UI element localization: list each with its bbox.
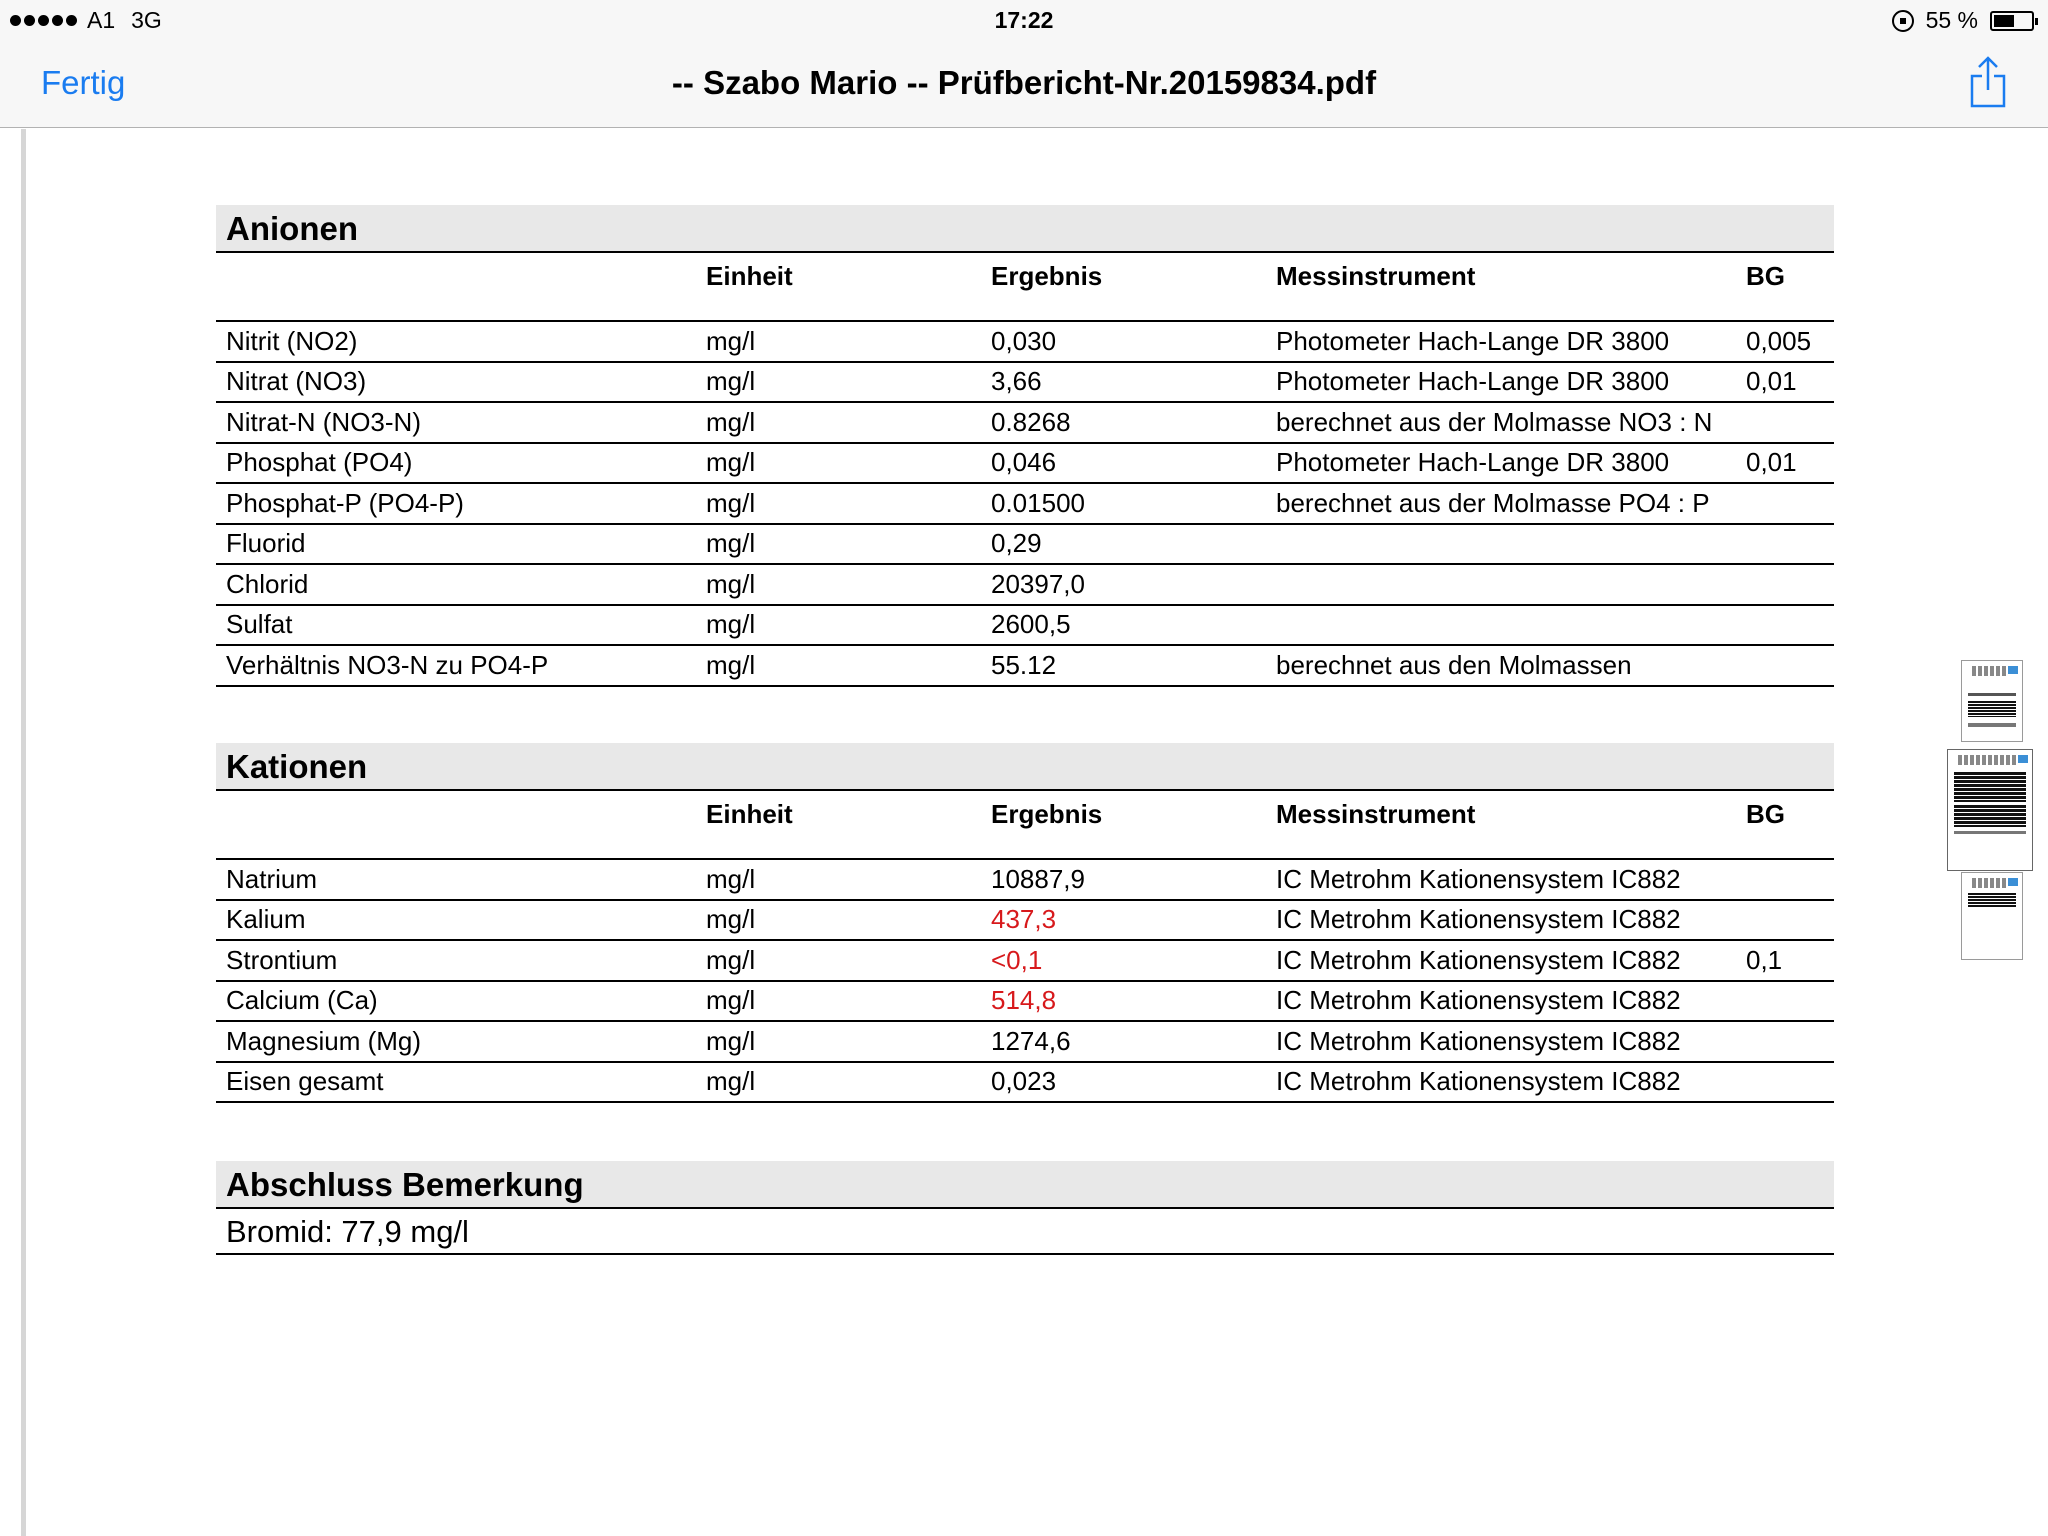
table-row: [216, 646, 1834, 687]
document-title: -- Szabo Mario -- Prüfbericht-Nr.20159834.pdf: [671, 64, 1377, 101]
row-name: Nitrit (NO2): [226, 325, 358, 356]
row-result: 437,3: [991, 904, 1057, 935]
table-row: [216, 941, 1834, 982]
status-right: [1892, 7, 2034, 34]
table-row: [216, 525, 1834, 566]
column-header-result: Ergebnis: [991, 799, 1103, 829]
row-bg: 0,01: [1746, 447, 1797, 478]
table-row: [216, 322, 1834, 363]
row-unit: mg/l: [706, 944, 756, 975]
row-name: Fluorid: [226, 528, 306, 559]
page-thumbnail-1[interactable]: [1961, 660, 2023, 742]
row-bg: 0,1: [1746, 944, 1783, 975]
column-header-instrument: Messinstrument: [1276, 799, 1476, 829]
column-header-row: [216, 791, 1834, 860]
row-result: 0,046: [991, 447, 1057, 478]
row-name: Chlorid: [226, 568, 309, 599]
navigation-bar: [0, 40, 2048, 128]
row-result: 2600,5: [991, 609, 1071, 640]
anionen-section: [216, 205, 1834, 687]
table-row: [216, 484, 1834, 525]
row-instrument: IC Metrohm Kationensystem IC882: [1276, 1025, 1681, 1056]
battery-percent: 55 %: [1925, 7, 1978, 33]
row-unit: mg/l: [706, 609, 756, 640]
column-header-result: Ergebnis: [991, 261, 1103, 291]
row-name: Nitrat (NO3): [226, 366, 367, 397]
row-unit: mg/l: [706, 528, 756, 559]
page-thumbnail-2[interactable]: [1947, 749, 2033, 871]
column-header-instrument: Messinstrument: [1276, 261, 1476, 291]
rotation-lock-icon: [1892, 10, 1914, 32]
network-label: 3G: [131, 7, 162, 33]
row-unit: mg/l: [706, 649, 756, 680]
column-header-unit: Einheit: [706, 799, 793, 829]
row-result: 3,66: [991, 366, 1042, 397]
table-row: [216, 363, 1834, 404]
row-unit: mg/l: [706, 366, 756, 397]
row-name: Eisen gesamt: [226, 1066, 384, 1097]
kationen-section: [216, 743, 1834, 1103]
row-bg: 0,01: [1746, 366, 1797, 397]
row-instrument: IC Metrohm Kationensystem IC882: [1276, 863, 1681, 894]
table-row: [216, 403, 1834, 444]
row-unit: mg/l: [706, 325, 756, 356]
row-unit: mg/l: [706, 1025, 756, 1056]
row-result: <0,1: [991, 944, 1043, 975]
section-title: Anionen: [216, 205, 1834, 253]
remark-section: [216, 1161, 1834, 1255]
row-instrument: Photometer Hach-Lange DR 3800: [1276, 366, 1670, 397]
page-edge: [0, 129, 26, 1536]
row-result: 10887,9: [991, 863, 1085, 894]
row-unit: mg/l: [706, 863, 756, 894]
row-result: 55.12: [991, 649, 1057, 680]
row-unit: mg/l: [706, 985, 756, 1016]
status-bar: [0, 0, 2048, 40]
row-unit: mg/l: [706, 1066, 756, 1097]
row-instrument: Photometer Hach-Lange DR 3800: [1276, 325, 1670, 356]
column-header-row: [216, 253, 1834, 322]
row-instrument: berechnet aus der Molmasse PO4 : P: [1276, 487, 1710, 518]
row-unit: mg/l: [706, 568, 756, 599]
column-header-unit: Einheit: [706, 261, 793, 291]
row-instrument: Photometer Hach-Lange DR 3800: [1276, 447, 1670, 478]
row-result: 20397,0: [991, 568, 1085, 599]
row-result: 0.8268: [991, 406, 1071, 437]
section-title: Abschluss Bemerkung: [216, 1161, 1834, 1209]
row-name: Kalium: [226, 904, 306, 935]
row-instrument: IC Metrohm Kationensystem IC882: [1276, 904, 1681, 935]
row-name: Verhältnis NO3-N zu PO4-P: [226, 649, 549, 680]
share-icon: [1968, 54, 2008, 110]
row-unit: mg/l: [706, 406, 756, 437]
page-thumbnail-3[interactable]: [1961, 872, 2023, 960]
table-row: [216, 606, 1834, 647]
row-result: 0,29: [991, 528, 1042, 559]
row-name: Phosphat (PO4): [226, 447, 413, 478]
row-instrument: berechnet aus der Molmasse NO3 : N: [1276, 406, 1713, 437]
row-result: 0,030: [991, 325, 1057, 356]
table-row: [216, 1063, 1834, 1104]
row-name: Strontium: [226, 944, 338, 975]
column-header-bg: BG: [1746, 799, 1785, 829]
row-name: Natrium: [226, 863, 318, 894]
row-result: 1274,6: [991, 1025, 1071, 1056]
clock: 17:22: [994, 7, 1054, 33]
table-row: [216, 860, 1834, 901]
row-unit: mg/l: [706, 487, 756, 518]
remark-text: Bromid: 77,9 mg/l: [216, 1209, 1834, 1255]
row-name: Magnesium (Mg): [226, 1025, 422, 1056]
row-name: Nitrat-N (NO3-N): [226, 406, 421, 437]
table-row: [216, 444, 1834, 485]
battery-icon: [1990, 11, 2034, 31]
row-bg: 0,005: [1746, 325, 1812, 356]
row-result: 0.01500: [991, 487, 1085, 518]
row-unit: mg/l: [706, 447, 756, 478]
table-row: [216, 982, 1834, 1023]
carrier-label: A1: [87, 7, 116, 33]
table-row: [216, 1022, 1834, 1063]
share-button[interactable]: [1968, 54, 2008, 110]
row-instrument: IC Metrohm Kationensystem IC882: [1276, 1066, 1681, 1097]
row-unit: mg/l: [706, 904, 756, 935]
row-name: Sulfat: [226, 609, 293, 640]
row-name: Phosphat-P (PO4-P): [226, 487, 464, 518]
row-instrument: IC Metrohm Kationensystem IC882: [1276, 944, 1681, 975]
row-instrument: berechnet aus den Molmassen: [1276, 649, 1632, 680]
table-row: [216, 565, 1834, 606]
row-result: 0,023: [991, 1066, 1057, 1097]
table-row: [216, 901, 1834, 942]
section-title: Kationen: [216, 743, 1834, 791]
column-header-bg: BG: [1746, 261, 1785, 291]
done-button[interactable]: Fertig: [41, 64, 126, 101]
row-name: Calcium (Ca): [226, 985, 378, 1016]
row-instrument: IC Metrohm Kationensystem IC882: [1276, 985, 1681, 1016]
row-result: 514,8: [991, 985, 1057, 1016]
